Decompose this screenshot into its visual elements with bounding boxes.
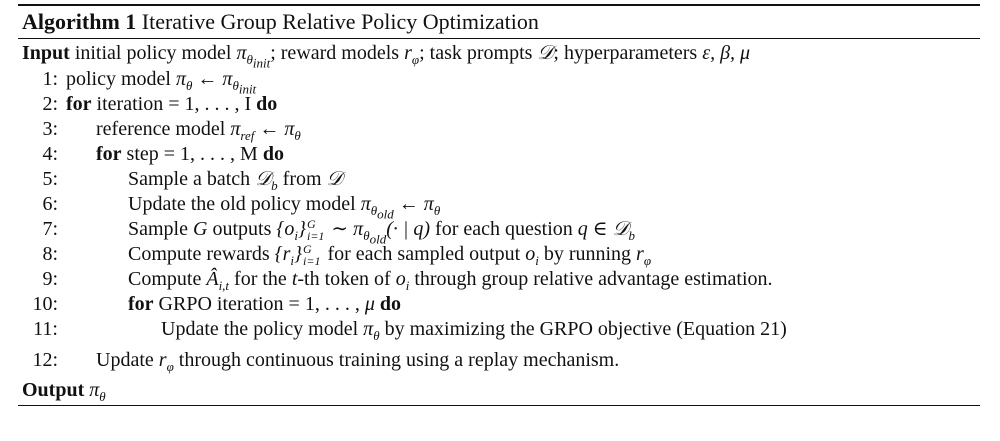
line-number: 6:: [42, 193, 58, 215]
line-body: [128, 192, 441, 222]
line-number: 12:: [32, 349, 58, 371]
line-text: Compute rewards: [128, 243, 270, 265]
input-text-2: ; reward models: [270, 42, 400, 64]
line-number: 8:: [42, 243, 58, 265]
line-text: Update the policy model: [161, 318, 359, 340]
line-text: through continuous training using a replay mechanism.: [178, 349, 620, 371]
line-1: [18, 67, 980, 97]
line-text: Update the old policy model: [128, 193, 356, 215]
math-expr: μ: [364, 293, 375, 315]
math-expr: $\pi_\theta$: [363, 318, 380, 343]
math-expr: $Â_{i,t}$: [206, 268, 230, 293]
line-body: [96, 142, 284, 167]
math-expr: 𝒟$_b$: [255, 168, 278, 193]
line-12: [18, 348, 980, 375]
line-9: [18, 267, 980, 292]
math-expr: $\pi_\theta$ ← $\pi_{\theta_{init}}$: [175, 68, 257, 97]
bottom-rule: [18, 405, 980, 406]
math-r-phi: $r_\varphi$: [404, 42, 420, 67]
math-expr: t: [286, 268, 298, 290]
line-body: [66, 67, 257, 97]
line-text: reference model: [96, 118, 226, 140]
math-expr: $\pi_{ref}$ ← $\pi_\theta$: [230, 118, 301, 143]
line-10: [18, 292, 980, 317]
line-number: 10:: [32, 293, 58, 315]
math-expr: G: [193, 218, 208, 240]
math-pi-theta-init: $\pi_{\theta_{init}}$: [236, 42, 271, 71]
algorithm-block: [18, 4, 980, 406]
line-body: [128, 217, 636, 247]
line-number: 4:: [42, 143, 58, 165]
line-text: for each sampled output: [327, 243, 521, 265]
line-body: [128, 267, 773, 292]
input-text-4: ; hyperparameters: [553, 42, 698, 64]
line-11: [18, 317, 980, 342]
line-text: Compute: [128, 268, 202, 290]
math-expr: $o_i$: [525, 243, 539, 268]
line-number: 3:: [42, 118, 58, 140]
line-body: [128, 242, 651, 267]
line-number: 9:: [42, 268, 58, 290]
line-text: policy model: [66, 68, 171, 90]
math-D: 𝒟: [537, 42, 554, 64]
math-expr: $\{r_i\}$ G i=1: [274, 242, 321, 269]
line-6: [18, 192, 980, 222]
line-body: [128, 292, 401, 317]
line-body: [128, 167, 343, 192]
math-expr: $r_\varphi$: [636, 243, 652, 268]
input-text-3: ; task prompts: [419, 42, 533, 64]
line-7: [18, 217, 980, 247]
keyword-for: for: [128, 293, 154, 315]
line-text: from: [282, 168, 322, 190]
line-body: [96, 117, 301, 142]
math-expr: $r_\varphi$: [158, 349, 174, 374]
input-label: Input: [22, 42, 70, 64]
line-text: by running: [543, 243, 632, 265]
line-3: [18, 117, 980, 142]
line-4: [18, 142, 980, 167]
line-text: outputs: [212, 218, 272, 240]
line-5: [18, 167, 980, 192]
line-text: step = 1, . . . , M: [126, 143, 258, 165]
line-body: [66, 92, 277, 117]
math-expr: 𝒟: [326, 168, 343, 190]
line-8: [18, 242, 980, 267]
math-pi-theta: $\pi_\theta$: [89, 379, 106, 404]
line-text: for the: [234, 268, 287, 290]
keyword-do: do: [262, 143, 284, 165]
keyword-for: for: [96, 143, 122, 165]
math-expr: $o_i$: [395, 268, 410, 293]
output-row: [18, 375, 980, 405]
line-text: through group relative advantage estimation.: [414, 268, 773, 290]
line-number: 5:: [42, 168, 58, 190]
keyword-for: for: [66, 93, 92, 115]
line-2: [18, 92, 980, 117]
math-hyperparams: ε, β, μ: [702, 42, 751, 64]
line-text: for each question: [435, 218, 573, 240]
line-number: 1:: [42, 68, 58, 90]
math-expr: $\pi_{\theta_{old}}$ ← $\pi_\theta$: [360, 193, 441, 222]
line-text: GRPO iteration = 1, . . . ,: [158, 293, 360, 315]
line-number: 2:: [42, 93, 58, 115]
line-text: by maximizing the GRPO objective (Equation 21): [384, 318, 787, 340]
algorithm-name: Iterative Group Relative Policy Optimization: [141, 9, 539, 34]
line-text: Update: [96, 349, 154, 371]
line-body: [161, 317, 787, 342]
math-expr: q ∈ 𝒟$_b$: [577, 218, 636, 243]
line-body: [96, 348, 619, 373]
line-text: -th token of: [297, 268, 391, 290]
input-row: [18, 39, 980, 71]
line-text: Sample: [128, 218, 188, 240]
line-number: 7:: [42, 218, 58, 240]
output-label: Output: [22, 379, 85, 401]
keyword-do: do: [379, 293, 401, 315]
keyword-do: do: [256, 93, 278, 115]
algorithm-label: Algorithm 1: [22, 9, 137, 34]
line-number: 11:: [33, 318, 58, 340]
line-text: Sample a batch: [128, 168, 251, 190]
algorithm-title: [18, 6, 980, 38]
input-text-1: initial policy model: [74, 42, 232, 64]
math-expr: $\{o_i\}$ G i=1 ∼ $\pi_{\theta_{old}}(\cdot$ | q): [276, 217, 431, 247]
line-text: iteration = 1, . . . , I: [96, 93, 252, 115]
